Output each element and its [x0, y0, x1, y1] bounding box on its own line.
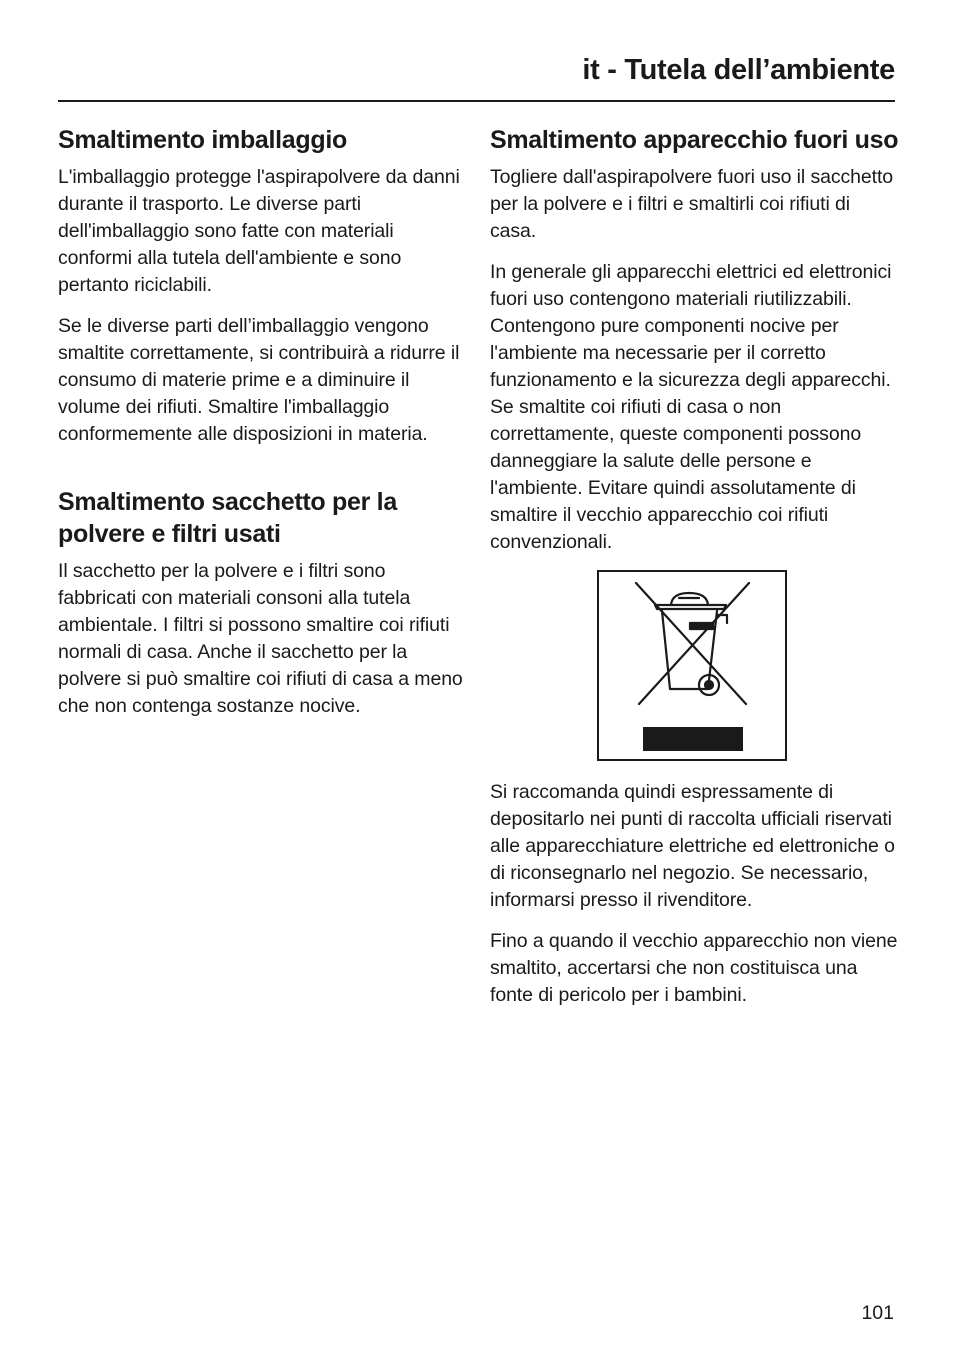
paragraph: Si raccomanda quindi espressamente di depositarlo nei punti di raccolta ufficiali riservati alle apparecchiature elettriche ed elettroniche o di riconsegnarlo nel negozio. Se necessario, informarsi presso il rivenditore. — [490, 781, 895, 911]
section-heading-dustbag-filters: Smaltimento sacchetto per la polvere e filtri usati — [58, 488, 397, 548]
page-header — [58, 52, 895, 102]
paragraph: Togliere dall'aspirapolvere fuori uso il sacchetto per la polvere e i filtri e smaltirli coi rifiuti di casa. — [490, 166, 894, 242]
crossed-out-wheelie-bin-icon — [599, 572, 785, 759]
paragraph: Il sacchetto per la polvere e i filtri sono fabbricati con materiali consoni alla tutela ambientale. I filtri si possono smaltire coi rifiuti normali di casa. Anche il sacchetto per la polvere si può smaltire coi rifiuti di casa a meno che non contenga sostanze nocive. — [58, 560, 463, 717]
paragraph: Se le diverse parti dell’imballaggio vengono smaltite correttamente, si contribuirà a ridurre il consumo di materie prime e a diminuire il volume dei rifiuti. Smaltire l'imballaggio conformemente alle disposizioni in materia. — [58, 315, 460, 445]
paragraph: L'imballaggio protegge l'aspirapolvere da danni durante il trasporto. Le diverse parti dell'imballaggio sono fatte con materiali conformi alla tutela dell'ambiente e sono pertanto riciclabili. — [58, 166, 460, 296]
paragraph: Fino a quando il vecchio apparecchio non viene smaltito, accertarsi che non costituisca una fonte di pericolo per i bambini. — [490, 930, 898, 1006]
paragraph: In generale gli apparecchi elettrici ed elettronici fuori uso contengono materiali riutilizzabili. Contengono pure componenti nocive per l'ambiente ma necessarie per il corretto funzionamento e la sicurezza degli apparecchi. Se smaltite coi rifiuti di casa o non correttamente, queste componenti possono danneggiare la salute delle persone e l'ambiente. Evitare quindi assolutamente di smaltire il vecchio apparecchio coi rifiuti convenzionali. — [490, 261, 892, 553]
page-title: it - Tutela dell’ambiente — [582, 54, 895, 86]
page-number: 101 — [861, 1302, 894, 1324]
right-column — [490, 124, 900, 1023]
section-heading-old-appliance: Smaltimento apparecchio fuori uso — [490, 126, 899, 154]
left-column — [58, 124, 468, 734]
weee-symbol-figure — [597, 570, 787, 761]
section-heading-packaging: Smaltimento imballaggio — [58, 126, 347, 154]
